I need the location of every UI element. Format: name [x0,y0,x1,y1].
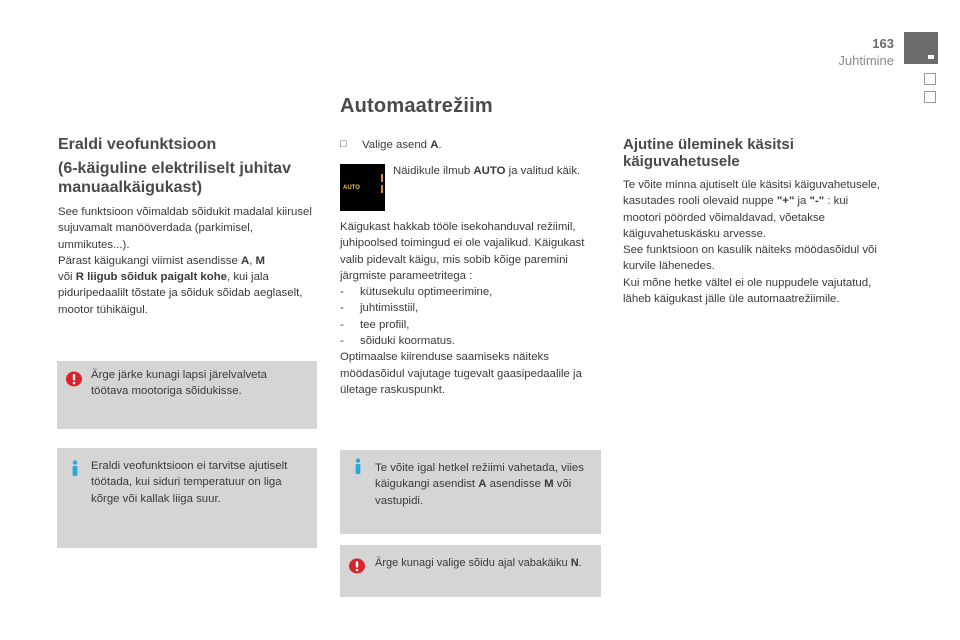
page-number: 163 [872,36,894,51]
list-dash: - [340,286,344,299]
text: . [578,557,582,569]
select-instruction [362,137,442,153]
text: , [249,254,256,267]
checkbox-bullet-icon: □ [340,138,347,150]
section-title: Automaatrežiim [340,95,493,117]
gear-text [58,253,318,318]
list-item [340,333,606,349]
list-item [340,284,606,300]
chapter-title: Juhtimine [838,53,894,68]
list-item [340,317,606,333]
list-dash: - [340,318,344,331]
warning-text [375,555,597,571]
chapter-tab-empty [924,73,936,85]
display-auto-label: AUTO [343,185,360,191]
display-bar [381,174,383,182]
text: asendisse [486,478,545,491]
instrument-display-image [340,164,385,211]
info-text: Eraldi veofunktsioon ei tarvitse ajutiselt töötada, kui siduri temperatuur on liga kõrge või kallak liiga suur. [91,460,288,505]
text: , kui jala piduripedaalilt tõstate ja sõiduk sõidab aeglaselt, mootor tühikäigul. [58,271,303,316]
info-icon [351,458,365,474]
left-subheading: (6-käiguline elektriliselt juhitav manuaalkäigukast) [58,160,291,196]
text: või vastupidi. [375,478,572,507]
tab-marker [928,55,934,59]
warning-icon [349,558,365,574]
info-note [57,448,317,548]
display-note [393,163,603,179]
gear-m: M [544,478,554,491]
text: ja [794,195,810,208]
gear-m: M [255,254,266,267]
gear-a: A [478,478,487,491]
minus-button-label: "-" [809,195,825,208]
text: Te võite minna ajutiselt üle käsitsi käiguvahetusele, kasutades rooli olevaid nuppe [623,179,881,208]
display-bar [381,185,383,193]
warning-note [57,361,317,429]
text: Ärge kunagi valige sõidu ajal vabakäiku [375,557,571,569]
warning-text: Ärge järke kunagi lapsi järelvalveta töötava mootoriga sõidukisse. [91,369,268,398]
chapter-tab-active [904,32,938,64]
text: . [438,139,442,151]
text: : kui mootori pöörded võimaldavad, võetakse käiguvahetuskäsku arvesse. [623,195,849,240]
middle-paragraph [340,219,606,398]
gear-n: N [570,557,579,569]
info-icon [68,460,82,476]
return-text: Kui mõne hetke vältel ei ole nuppudele vajutatud, läheb käigukast jälle üle automaatrežiimile. [623,276,872,306]
text: Näidikule ilmub [393,165,474,177]
list-text: tee profiil, [360,318,410,331]
list-text: sõiduki koormatus. [360,335,455,348]
list-text: kütusekulu optimeerimine, [360,286,493,299]
auto-bold: AUTO [473,165,506,177]
left-heading: Eraldi veofunktsioon [58,136,217,153]
right-heading: Ajutine üleminek käsitsi käiguvahetusele [623,136,794,170]
auto-description: Käigukast hakkab tööle isekohanduval režiimil, juhipoolsed toimingud ei ole vajalikud. Käigukast valib pidevalt käigu, mis sobib kõige paremini järgmiste parameetritega : [340,221,585,282]
list-text: juhtimisstiil, [360,302,419,315]
chapter-tab-empty [924,91,936,103]
info-note [340,450,601,534]
info-text [375,460,597,509]
text: Pärast käigukangi viimist asendisse [58,254,241,267]
right-paragraph [623,177,889,307]
left-paragraph [58,204,318,318]
usage-text: See funktsioon on kasulik näiteks möödasõidul või kurvile lähenedes. [623,244,877,273]
list-dash: - [340,302,344,315]
warning-note [340,545,601,597]
manual-override-text [623,177,889,242]
plus-button-label: "+" [776,195,795,208]
text: või [58,271,76,284]
text: Te võite igal hetkel režiimi vahetada, viies käigukangi asendist [375,462,584,491]
gear-a: A [430,139,439,151]
warning-icon [66,371,82,387]
intro-text: See funktsioon võimaldab sõidukit madalal kiirusel sujuvamalt manööverdada (parkimisel, ummikutes...). [58,206,312,251]
gear-r-bold: R liigub sõiduk paigalt kohe [75,271,227,284]
text: ja valitud käik. [505,165,581,177]
list-dash: - [340,335,344,348]
list-item [340,300,606,316]
acceleration-text: Optimaalse kiirenduse saamiseks näiteks möödasõidul vajutage tugevalt gaasipedaalile ja ületage raskuspunkt. [340,351,582,396]
gear-a: A [240,254,250,267]
parameter-list [340,284,606,349]
text: Valige asend [362,139,431,151]
